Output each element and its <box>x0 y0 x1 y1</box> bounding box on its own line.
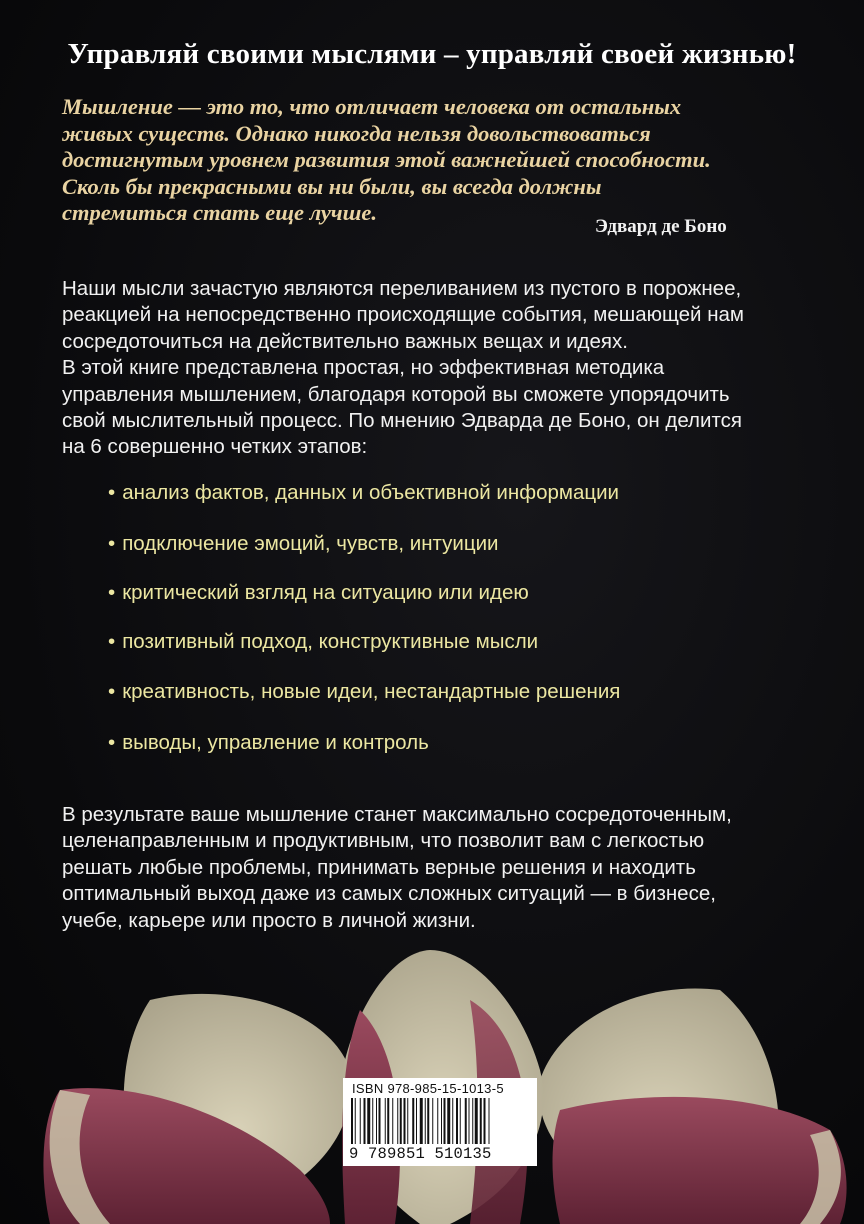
barcode-bar <box>404 1098 406 1144</box>
quote-author: Эдвард де Боно <box>595 216 727 237</box>
barcode-bar <box>456 1098 458 1144</box>
stage-item <box>108 680 620 704</box>
petal-right-pink <box>553 1097 847 1224</box>
barcode-bar <box>385 1098 386 1144</box>
bullet-icon: • <box>108 581 116 604</box>
outro-line: В результате ваше мышление станет максимально сосредоточенным, <box>62 803 732 826</box>
barcode-bar <box>400 1098 402 1144</box>
barcode-bar <box>469 1098 470 1144</box>
isbn-barcode <box>343 1078 537 1166</box>
barcode-bar <box>465 1098 467 1144</box>
barcode-bar <box>452 1098 453 1144</box>
barcode-digits: 9 789851 510135 <box>349 1145 492 1163</box>
stage-item <box>108 581 529 605</box>
stage-label: позитивный подход, конструктивные мысли <box>122 630 539 653</box>
barcode-bar <box>407 1098 408 1144</box>
intro-line: Наши мысли зачастую являются переливанием из пустого в порожнее, <box>62 277 742 300</box>
stage-label: анализ фактов, данных и объективной информации <box>122 481 620 504</box>
barcode-bar <box>351 1098 353 1144</box>
barcode-bars <box>351 1098 529 1144</box>
quote-line: Сколь бы прекрасными вы ни были, вы всегда должны <box>62 173 602 199</box>
barcode-bar <box>420 1098 423 1144</box>
bullet-icon: • <box>108 630 116 653</box>
quote-line: достигнутым уровнем развития этой важнейшей способности. <box>62 147 711 172</box>
outro-line: учебе, карьере или просто в личной жизни. <box>62 908 476 932</box>
barcode-bar <box>427 1098 429 1144</box>
barcode-bar <box>367 1098 370 1144</box>
barcode-bar <box>484 1098 486 1144</box>
barcode-bar <box>437 1098 438 1144</box>
stage-item <box>108 532 498 556</box>
barcode-bar <box>472 1098 473 1144</box>
intro-line: на 6 совершенно четких этапов: <box>62 435 368 459</box>
quote-line: стремиться стать еще лучше. <box>62 200 377 225</box>
outro-line: оптимальный выход даже из самых сложных ситуаций — в бизнесе, <box>62 882 716 906</box>
barcode-bar <box>416 1098 417 1144</box>
intro-line: В этой книге представлена простая, но эффективная методика <box>62 356 665 380</box>
outro-line: целенаправленным и продуктивным, что позволит вам с легкостью <box>62 829 705 853</box>
barcode-bar <box>441 1098 442 1144</box>
barcode-bar <box>444 1098 446 1144</box>
intro-line: сосредоточиться на действительно важных вещах и идеях. <box>62 329 628 353</box>
barcode-bar <box>480 1098 482 1144</box>
quote-line: живых существ. Однако никогда нельзя довольствоваться <box>62 120 651 146</box>
barcode-bar <box>475 1098 478 1144</box>
intro-line: реакцией на непосредственно происходящие события, мешающей нам <box>62 303 745 327</box>
stage-label: выводы, управление и контроль <box>122 731 429 754</box>
barcode-bar <box>412 1098 414 1144</box>
stage-label: критический взгляд на ситуацию или идею <box>122 581 529 604</box>
bullet-icon: • <box>108 532 116 555</box>
barcode-bar <box>489 1098 490 1144</box>
barcode-bar <box>387 1098 389 1144</box>
intro-paragraph <box>62 276 832 461</box>
barcode-bar <box>397 1098 398 1144</box>
stage-item <box>108 731 429 755</box>
outro-paragraph <box>62 802 832 934</box>
barcode-bar <box>379 1098 381 1144</box>
isbn-label: ISBN 978-985-15-1013-5 <box>352 1081 504 1096</box>
barcode-bar <box>432 1098 433 1144</box>
barcode-bar <box>376 1098 377 1144</box>
outro-line: решать любые проблемы, принимать верные решения и находить <box>62 855 696 879</box>
barcode-bar <box>460 1098 461 1144</box>
barcode-bar <box>372 1098 373 1144</box>
bullet-icon: • <box>108 680 116 703</box>
barcode-bar <box>447 1098 450 1144</box>
barcode-bar <box>425 1098 426 1144</box>
epigraph-quote <box>62 94 822 227</box>
intro-line: управления мышлением, благодаря которой вы сможете упорядочить <box>62 382 730 406</box>
barcode-bar <box>355 1098 356 1144</box>
stage-item <box>108 481 619 505</box>
stage-label: подключение эмоций, чувств, интуиции <box>122 532 499 555</box>
bullet-icon: • <box>108 481 116 504</box>
bullet-icon: • <box>108 731 116 754</box>
stage-label: креативность, новые идеи, нестандартные решения <box>122 680 621 703</box>
barcode-bar <box>364 1098 366 1144</box>
stage-item <box>108 630 538 654</box>
barcode-bar <box>360 1098 361 1144</box>
cover-headline: Управляй своими мыслями – управляй своей жизнью! <box>67 38 797 70</box>
quote-line: Мышление — это то, что отличает человека от остальных <box>62 94 682 119</box>
barcode-bar <box>392 1098 393 1144</box>
intro-line: свой мыслительный процесс. По мнению Эдварда де Боно, он делится <box>62 409 742 433</box>
